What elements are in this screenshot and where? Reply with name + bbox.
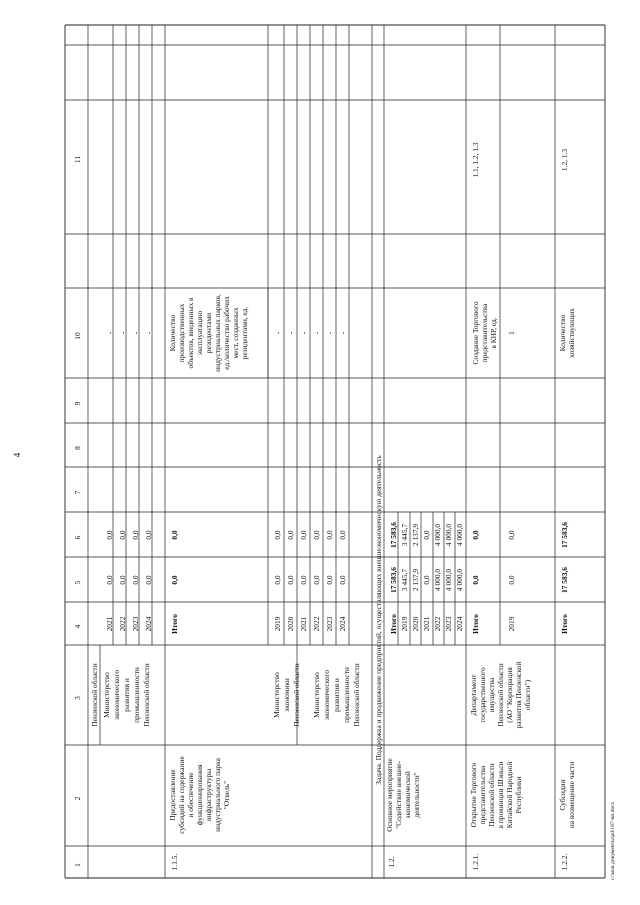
row-12-v6: 4 000,0 xyxy=(455,523,464,547)
column-header-1: 1 xyxy=(73,863,82,867)
footer-file-path: c:\мои документы\pd\187-нп.docx xyxy=(610,801,616,880)
row-115-year-2019: 2019 xyxy=(273,616,282,632)
row-122-name: Субсидии xyxy=(558,779,567,811)
row-122-name: на возмещение части xyxy=(567,761,576,829)
row-115-total6: 0,0 xyxy=(170,530,179,540)
row-115-c10: - xyxy=(312,331,321,335)
row-115-year-2023: 2023 xyxy=(325,616,334,632)
top-year-2023: 2023 xyxy=(131,616,140,632)
row-121-links: 1.1, 1.2, 1.3 xyxy=(471,142,480,178)
row-115-name: субсидий на содержание xyxy=(177,756,186,834)
row-115-indicator: резидентами xyxy=(204,312,213,354)
column-header-9: 9 xyxy=(73,401,82,406)
task-heading: Задача. Поддержка и продвижение предприятий, осуществляющих внешнеэкономическую деятельность xyxy=(374,455,383,785)
row-115-exec2: экономического xyxy=(322,669,331,721)
row-12-year-2023: 2023 xyxy=(444,616,453,632)
top-year-2021: 2021 xyxy=(105,616,114,632)
row-12-name: "Содействие внешне- xyxy=(394,761,403,829)
row-121-indicator-value: 1 xyxy=(507,331,516,335)
row-115-v5: 0,0 xyxy=(299,575,308,585)
row-121-indicator: представительства xyxy=(480,303,489,363)
row-121-v5: 0,0 xyxy=(507,575,516,585)
row-12-name: Основное мероприятие xyxy=(385,758,394,832)
row-12-year-2019: 2019 xyxy=(400,616,409,632)
row-115-name: функционирования xyxy=(195,764,204,826)
row-121-v6: 0,0 xyxy=(507,530,516,540)
row-12-name: экономической xyxy=(403,771,412,819)
row-115-indicator: Количество xyxy=(168,314,177,352)
row-12-v6: 4 000,0 xyxy=(433,523,442,547)
top-v6: 0,0 xyxy=(144,530,153,540)
row-121-exec: государственного xyxy=(478,667,487,723)
row-121-name: Пензенской области xyxy=(487,763,496,827)
column-header-7: 7 xyxy=(73,490,82,495)
row-122-indicator: Количество xyxy=(558,314,567,352)
row-115-v5: 0,0 xyxy=(273,575,282,585)
row-115-exec1: экономики xyxy=(282,678,291,712)
row-12-year-2021: 2021 xyxy=(422,616,431,632)
top-exec-ministry: экономического xyxy=(112,669,121,721)
column-header-5: 5 xyxy=(73,580,82,585)
row-122-number: 1.2.2. xyxy=(560,853,569,871)
row-115-exec1: Пензенской области xyxy=(292,663,301,727)
top-exec-ministry: промышленности xyxy=(132,667,141,723)
top-year-2022: 2022 xyxy=(118,616,127,632)
row-12-v6: 4 000,0 xyxy=(444,523,453,547)
row-115-exec2: развития и xyxy=(332,678,341,712)
row-122-total5: 17 583,6 xyxy=(560,567,569,593)
column-header-11: 11 xyxy=(73,155,82,164)
row-115-v5: 0,0 xyxy=(286,575,295,585)
row-121-name: представительства xyxy=(478,765,487,825)
column-header-4: 4 xyxy=(73,624,82,629)
row-115-c10: - xyxy=(325,331,334,335)
row-12-total5: 17 583,6 xyxy=(389,567,398,593)
row-115-c10: - xyxy=(273,331,282,335)
column-header-2: 2 xyxy=(73,796,82,801)
row-12-v5: 0,0 xyxy=(422,575,431,585)
column-header-8: 8 xyxy=(73,446,82,450)
top-exec-ministry: развития и xyxy=(122,678,131,712)
row-12-v5: 4 000,0 xyxy=(444,568,453,592)
row-12-total6: 17 583,6 xyxy=(389,522,398,548)
row-115-indicator: ед./количество рабочих xyxy=(222,296,231,370)
row-115-exec2: Пензенской области xyxy=(352,663,361,727)
row-122-links: 1.2, 1.3 xyxy=(560,148,569,172)
row-121-name: в провинции Шэньси xyxy=(496,761,505,829)
top-year-2024: 2024 xyxy=(144,616,153,632)
row-115-indicator: индустриальных парков, xyxy=(213,294,222,372)
row-115-year-2020: 2020 xyxy=(286,616,295,632)
row-115-exec2: промышленности xyxy=(342,667,351,723)
row-115-v6: 0,0 xyxy=(299,530,308,540)
row-121-exec: имущества xyxy=(487,677,496,713)
top-v5: 0,0 xyxy=(131,575,140,585)
top-c10: - xyxy=(144,331,153,335)
row-115-name: "Отвель" xyxy=(222,780,231,810)
row-121-year: 2019 xyxy=(507,616,516,632)
column-header-10: 10 xyxy=(73,332,82,340)
row-115-indicator: резидентами, ед. xyxy=(240,306,249,360)
top-exec-ministry: Пензенской области xyxy=(142,663,151,727)
row-12-name: деятельности" xyxy=(412,772,421,818)
top-v5: 0,0 xyxy=(105,575,114,585)
row-12-year-2024: 2024 xyxy=(455,616,464,632)
row-122-total-label: Итого xyxy=(560,614,569,634)
row-12-number: 1.2. xyxy=(387,856,396,868)
top-v5: 0,0 xyxy=(144,575,153,585)
top-c10: - xyxy=(105,331,114,335)
row-115-v6: 0,0 xyxy=(286,530,295,540)
row-12-v5: 3 445,7 xyxy=(400,568,409,592)
row-115-year-2024: 2024 xyxy=(338,616,347,632)
row-115-total5: 0,0 xyxy=(170,575,179,585)
top-exec-end: Пензенской области xyxy=(90,663,99,727)
row-115-total-label: Итого xyxy=(170,614,179,634)
row-115-c10: - xyxy=(338,331,347,335)
row-12-v6: 3 445,7 xyxy=(400,523,409,547)
row-115-v5: 0,0 xyxy=(312,575,321,585)
row-115-indicator: производственных xyxy=(177,303,186,363)
row-121-exec: (АО "Корпорация xyxy=(505,667,514,723)
row-121-indicator: Создание Торгового xyxy=(471,301,480,365)
row-12-v5: 4 000,0 xyxy=(455,568,464,592)
column-header-6: 6 xyxy=(73,535,82,540)
row-115-name: Предоставление xyxy=(168,769,177,821)
row-122-indicator: хозяйствующих xyxy=(567,308,576,358)
row-121-name: Республики xyxy=(514,776,523,814)
row-115-v5: 0,0 xyxy=(325,575,334,585)
row-12-year-2022: 2022 xyxy=(433,616,442,632)
row-115-indicator: эксплуатацию xyxy=(195,310,204,356)
row-12-v6: 2 137,9 xyxy=(411,523,420,547)
row-12-total-label: Итого xyxy=(389,614,398,634)
page-number: 4 xyxy=(12,452,22,458)
top-v6: 0,0 xyxy=(131,530,140,540)
row-121-indicator: в КНР, ед. xyxy=(489,317,498,349)
row-121-total5: 0,0 xyxy=(471,575,480,585)
top-c10: - xyxy=(118,331,127,335)
top-v5: 0,0 xyxy=(118,575,127,585)
row-115-year-2021: 2021 xyxy=(299,616,308,632)
row-121-total-label: Итого xyxy=(471,614,480,634)
row-121-exec: области") xyxy=(523,679,532,711)
row-115-name: индустриального парка xyxy=(213,758,222,832)
row-115-v6: 0,0 xyxy=(338,530,347,540)
row-115-year-2022: 2022 xyxy=(312,616,321,632)
row-121-total6: 0,0 xyxy=(471,530,480,540)
row-115-indicator: мест, созданных xyxy=(231,307,240,359)
row-115-exec2: Министерство xyxy=(312,672,321,718)
column-header-3: 3 xyxy=(73,696,82,700)
row-115-exec1: Министерство xyxy=(272,672,281,718)
row-121-number: 1.2.1. xyxy=(471,853,480,871)
row-121-name: Китайской Народной xyxy=(505,761,514,829)
row-12-v5: 4 000,0 xyxy=(433,568,442,592)
top-c10: - xyxy=(131,331,140,335)
row-12-v5: 2 137,9 xyxy=(411,568,420,592)
row-115-name: и обеспечение xyxy=(186,772,195,818)
row-115-c10: - xyxy=(299,331,308,335)
row-115-c10: - xyxy=(286,331,295,335)
row-115-number: 1.1.5. xyxy=(170,853,179,871)
top-v6: 0,0 xyxy=(118,530,127,540)
row-121-exec: Пензенской области xyxy=(496,663,505,727)
row-121-exec: развития Пензенской xyxy=(514,661,523,729)
top-exec-ministry: Министерство xyxy=(102,672,111,718)
row-12-v6: 0,0 xyxy=(422,530,431,540)
row-115-v6: 0,0 xyxy=(273,530,282,540)
row-115-v6: 0,0 xyxy=(325,530,334,540)
row-115-indicator: объектов, введенных в xyxy=(186,297,195,369)
row-121-exec: Департамент xyxy=(469,674,478,716)
row-115-name: инфраструктуры xyxy=(204,768,213,822)
top-v6: 0,0 xyxy=(105,530,114,540)
row-115-v5: 0,0 xyxy=(338,575,347,585)
row-12-year-2020: 2020 xyxy=(411,616,420,632)
row-121-name: Открытие Торгового xyxy=(469,762,478,828)
row-122-total6: 17 583,6 xyxy=(560,522,569,548)
row-115-v6: 0,0 xyxy=(312,530,321,540)
